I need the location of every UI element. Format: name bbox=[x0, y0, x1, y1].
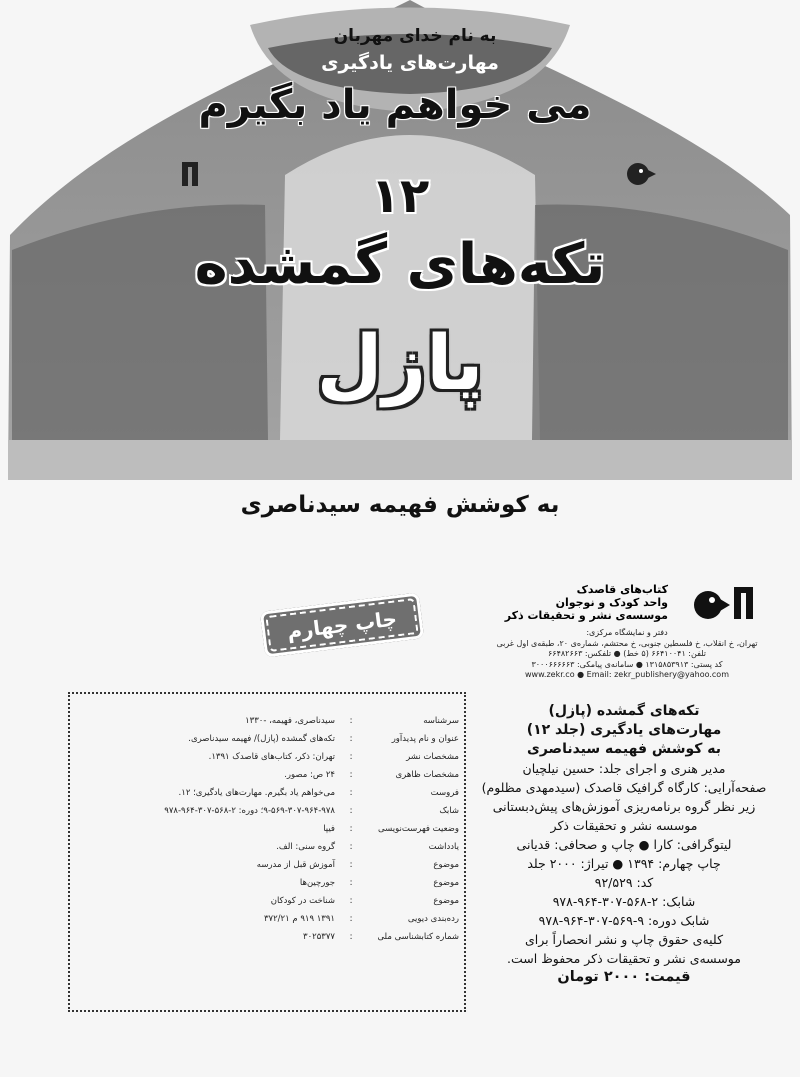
cip-label: مشخصات نشر bbox=[406, 752, 459, 762]
publisher-block bbox=[494, 583, 760, 691]
info-line: صفحه‌آرایی: کارگاه گرافیک قاصدک (سیدمهدی مظلوم) bbox=[481, 780, 767, 795]
info-line: موسسه نشر و تحقیقات ذکر bbox=[550, 818, 698, 833]
cip-label: یادداشت bbox=[428, 842, 459, 852]
cip-separator: : bbox=[349, 770, 353, 780]
book-info bbox=[470, 702, 778, 987]
cip-separator: : bbox=[349, 842, 353, 852]
table-row bbox=[70, 892, 464, 910]
table-row bbox=[70, 856, 464, 874]
cip-separator: : bbox=[349, 860, 353, 870]
cip-separator: : bbox=[349, 752, 353, 762]
info-line: چاپ چهارم: ۱۳۹۴ ● تیراژ: ۲۰۰۰ جلد bbox=[527, 856, 721, 871]
info-line: شابک دوره: ۹-۵۶۹-۳۰۷-۹۶۴-۹۷۸ bbox=[538, 913, 710, 928]
volume-number: ۱۲ bbox=[370, 168, 430, 224]
cip-table bbox=[70, 712, 464, 946]
cip-separator: : bbox=[349, 788, 353, 798]
cip-value: آموزش قبل از مدرسه bbox=[256, 860, 335, 870]
info-line: مدیر هنری و اجرای جلد: حسین نیلچیان bbox=[522, 761, 726, 776]
info-series: مهارت‌های یادگیری (جلد ۱۲) bbox=[526, 722, 722, 738]
cip-label: موضوع bbox=[433, 896, 459, 906]
publisher-name-line: کتاب‌های قاصدک bbox=[576, 583, 668, 596]
cip-separator: : bbox=[349, 914, 353, 924]
table-row bbox=[70, 748, 464, 766]
cip-value: ۱۳۹۱ ۹۱۹ م ۳۷۲/۲۱ bbox=[263, 914, 335, 924]
cip-separator: : bbox=[349, 806, 353, 816]
price-line: قیمت: ۲۰۰۰ تومان bbox=[557, 969, 691, 985]
cip-value: ۹-۵۶۹-۳۰۷-۹۶۴-۹۷۸؛ دوره: ۲-۵۶۸-۳۰۷-۹۶۴-۹۷۸ bbox=[164, 806, 335, 816]
publisher-web: www.zekr.co ● Email: zekr_publishery@yahoo.com bbox=[525, 670, 729, 679]
cip-catalog-box bbox=[68, 692, 466, 1012]
edition-badge bbox=[260, 592, 424, 657]
cip-value: ۲۴ ص: مصور. bbox=[284, 770, 335, 780]
info-line: زیر نظر گروه برنامه‌ریزی آموزش‌های پیش‌دبستانی bbox=[492, 799, 756, 814]
cip-value: شناخت در کودکان bbox=[270, 896, 335, 906]
table-row bbox=[70, 766, 464, 784]
edition-badge-text: چاپ چهارم bbox=[265, 598, 418, 652]
table-row bbox=[70, 838, 464, 856]
info-line: شابک: ۲-۵۶۸-۳۰۷-۹۶۴-۹۷۸ bbox=[552, 894, 696, 909]
title-line-3: پازل bbox=[316, 318, 484, 407]
office-line: کد پستی: ۱۳۱۵۸۵۳۹۱۳ ● سامانه‌ی پیامکی: ۳۰۰۰۶۶۶۶۶۳ bbox=[531, 659, 723, 669]
info-line: کد: ۹۲/۵۲۹ bbox=[594, 875, 654, 890]
publisher-name-line: واحد کودک و نوجوان bbox=[555, 596, 668, 609]
cip-label: شماره کتابشناسی ملی bbox=[377, 932, 459, 942]
table-row bbox=[70, 820, 464, 838]
cip-value: تکه‌های گمشده (پازل)/ فهیمه سیدناصری. bbox=[188, 734, 335, 744]
publisher-name-line: موسسه‌ی نشر و تحقیقات ذکر bbox=[504, 609, 668, 622]
table-row bbox=[70, 928, 464, 946]
office-line: تلفن: ۶۶۴۱۰۰۴۱ (۵ خط) ● تلفکس: ۶۶۴۸۲۶۶۳ bbox=[547, 649, 706, 658]
series-title: مهارت‌های یادگیری bbox=[321, 52, 499, 74]
cip-value: تهران: ذکر، کتاب‌های قاصدک ۱۳۹۱. bbox=[208, 752, 335, 762]
table-row bbox=[70, 802, 464, 820]
table-row bbox=[70, 874, 464, 892]
office-line: دفتر و نمایشگاه مرکزی: bbox=[586, 628, 668, 637]
info-line: کلیه‌ی حقوق چاپ و نشر انحصاراً برای bbox=[524, 932, 724, 947]
table-row bbox=[70, 730, 464, 748]
cip-separator: : bbox=[349, 896, 353, 906]
cip-label: رده‌بندی دیویی bbox=[407, 914, 459, 924]
cip-separator: : bbox=[349, 878, 353, 888]
publisher-logo-icon bbox=[674, 583, 760, 623]
cip-separator: : bbox=[349, 932, 353, 942]
publisher-office bbox=[494, 628, 760, 681]
cip-label: موضوع bbox=[433, 860, 459, 870]
cip-label: عنوان و نام پدیدآور bbox=[391, 734, 459, 744]
info-line: لیتوگرافی: کارا ● چاپ و صحافی: قدیانی bbox=[516, 837, 732, 852]
cip-value: می‌خواهم یاد بگیرم. مهارت‌های یادگیری؛ ۱۲. bbox=[178, 788, 335, 798]
cip-label: موضوع bbox=[433, 878, 459, 888]
ground-band bbox=[8, 440, 792, 480]
office-line: تهران، خ انقلاب، خ فلسطین جنوبی، خ محتشم، شماره‌ی ۲۰، طبقه‌ی اول غربی bbox=[496, 638, 758, 648]
info-author: به کوشش فهیمه سیدناصری bbox=[527, 741, 721, 757]
cip-value: فیپا bbox=[323, 824, 335, 834]
cip-label: مشخصات ظاهری bbox=[395, 770, 459, 780]
cip-value: جورچین‌ها bbox=[299, 878, 335, 888]
title-line-1: می خواهم یاد بگیرم bbox=[198, 82, 592, 128]
table-row bbox=[70, 910, 464, 928]
table-row bbox=[70, 712, 464, 730]
cip-value: گروه سنی: الف. bbox=[276, 842, 335, 852]
cip-label: فروست bbox=[430, 788, 459, 798]
publisher-name bbox=[492, 583, 668, 622]
cip-label: شابک bbox=[439, 806, 459, 816]
cip-value: ۳۰۲۵۳۷۷ bbox=[303, 932, 335, 942]
bismillah-text: به نام خدای مهربان bbox=[333, 26, 497, 46]
author-line: به کوشش فهیمه سیدناصری bbox=[240, 492, 560, 518]
info-line: موسسه‌ی نشر و تحقیقات ذکر محفوظ است. bbox=[507, 951, 741, 966]
cip-value: سیدناصری، فهیمه، -۱۳۳۰ bbox=[245, 716, 335, 726]
cip-separator: : bbox=[349, 824, 353, 834]
cip-label: سرشناسه bbox=[423, 716, 459, 726]
table-row bbox=[70, 784, 464, 802]
cip-label: وضعیت فهرست‌نویسی bbox=[378, 824, 459, 834]
info-title: تکه‌های گمشده (پازل) bbox=[548, 703, 700, 719]
cip-separator: : bbox=[349, 734, 353, 744]
cip-separator: : bbox=[349, 716, 353, 726]
title-line-2: تکه‌های گمشده bbox=[194, 232, 606, 297]
